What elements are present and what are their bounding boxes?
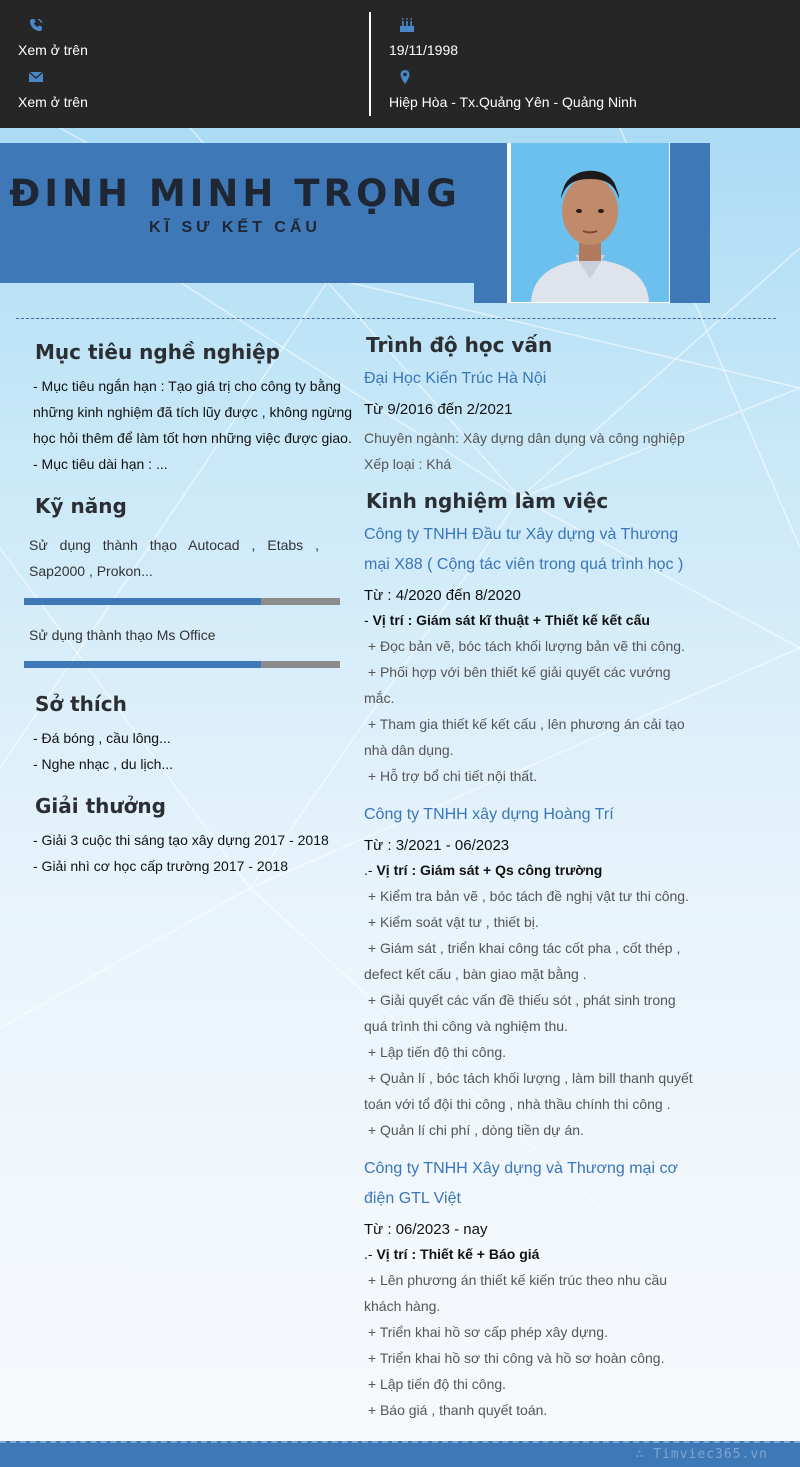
skill-item — [29, 532, 319, 584]
phone-icon — [28, 17, 44, 33]
job-duty: + Quản lí , bóc tách khối lượng , làm bill thanh quyết — [364, 1070, 693, 1086]
job-duty: + Kiểm tra bản vẽ , bóc tách đề nghị vật tư thi công. — [364, 888, 689, 904]
location-pin-icon — [397, 69, 413, 85]
job-position — [364, 607, 694, 633]
job-company-line: Công ty TNHH Xây dựng và Thương mại cơ — [364, 1160, 678, 1177]
career-goal-line: học hỏi thêm để làm tốt hơn những việc được giao. — [33, 430, 352, 446]
skill-level-fill — [24, 598, 261, 605]
candidate-name: ĐINH MINH TRỌNG — [9, 172, 461, 215]
job-duty: + Giám sát , triển khai công tác cốt pha , cốt thép , — [364, 940, 681, 956]
job-duty: + Phối hợp với bên thiết kế giải quyết các vướng — [364, 664, 671, 680]
career-goal-heading: Mục tiêu nghề nghiệp — [35, 340, 280, 364]
job-duty: quá trình thi công và nghiệm thu. — [364, 1018, 568, 1034]
hobbies-list — [33, 725, 353, 777]
job-position-title: Vị trí : Thiết kế + Báo giá — [376, 1246, 540, 1262]
award-item: - Giải 3 cuộc thi sáng tạo xây dựng 2017 - 2018 — [33, 832, 329, 848]
job-entry — [364, 800, 704, 1143]
birthday-value: 19/11/1998 — [389, 42, 459, 58]
job-duty: nhà dân dụng. — [364, 742, 454, 758]
contact-divider — [369, 12, 371, 116]
education-period: Từ 9/2016 đến 2/2021 — [364, 401, 513, 418]
hobby-item: - Đá bóng , cầu lông... — [33, 730, 171, 746]
skill-level-bar — [24, 661, 340, 668]
hobby-item: - Nghe nhạc , du lịch... — [33, 756, 174, 772]
career-goal-text — [33, 373, 363, 477]
job-entry — [364, 520, 694, 789]
email-icon — [28, 69, 44, 85]
job-position — [364, 1241, 704, 1267]
job-duty: defect kết cấu , bàn giao mặt bằng . — [364, 966, 587, 982]
job-period: Từ : 06/2023 - nay — [364, 1221, 488, 1238]
job-company-line: mại X88 ( Cộng tác viên trong quá trình học ) — [364, 556, 684, 573]
job-company-line: điện GTL Việt — [364, 1190, 461, 1207]
birthday-cake-icon — [399, 17, 415, 33]
job-duty: + Lập tiến độ thi công. — [364, 1376, 507, 1392]
skill-label-line: Sap2000 , Prokon... — [29, 563, 153, 579]
skill-level-fill — [24, 661, 261, 668]
job-position-title: Vị trí : Giám sát kĩ thuật + Thiết kế kết cấu — [372, 612, 650, 628]
job-position-prefix: - — [364, 612, 373, 628]
job-duty: + Giải quyết các vấn đề thiếu sót , phát sinh trong — [364, 992, 676, 1008]
job-duty: + Tham gia thiết kế kết cấu , lên phương án cải tạo — [364, 716, 685, 732]
job-duty: + Báo giá , thanh quyết toán. — [364, 1402, 548, 1418]
job-duty: toán với tổ đội thi công , nhà thầu chính thi công . — [364, 1096, 671, 1112]
skill-label-line: Sử dụng thành thạo Autocad , Etabs , — [29, 537, 319, 553]
job-duty: + Đọc bản vẽ, bóc tách khối lượng bản vẽ thi công. — [364, 638, 685, 654]
profile-photo — [511, 143, 669, 302]
job-duty: + Hỗ trợ bổ chi tiết nội thất. — [364, 768, 537, 784]
email-value: Xem ở trên — [18, 94, 88, 110]
career-goal-line: những kinh nghiệm đã tích lũy được , không ngừng — [33, 404, 353, 420]
job-duty: mắc. — [364, 690, 395, 706]
job-duty: + Lập tiến độ thi công. — [364, 1044, 507, 1060]
job-position-prefix: .- — [364, 862, 377, 878]
job-duty: + Quản lí chi phí , dòng tiền dự án. — [364, 1122, 584, 1138]
job-duty: + Triển khai hồ sơ cấp phép xây dựng. — [364, 1324, 608, 1340]
skill-item — [29, 622, 329, 648]
candidate-job-title: KĨ SƯ KẾT CẤU — [149, 219, 321, 236]
job-position — [364, 857, 704, 883]
contact-bar — [0, 0, 800, 128]
job-duty: + Triển khai hồ sơ thi công và hồ sơ hoàn công. — [364, 1350, 665, 1366]
header-divider — [16, 318, 776, 319]
footer-bar — [0, 1441, 800, 1467]
job-position-title: Vị trí : Giám sát + Qs công trường — [376, 862, 603, 878]
job-duty: + Kiểm soát vật tư , thiết bị. — [364, 914, 539, 930]
school-name: Đại Học Kiến Trúc Hà Nội — [364, 370, 547, 387]
job-entry — [364, 1154, 704, 1423]
experience-heading: Kinh nghiệm làm việc — [366, 489, 609, 513]
hobbies-heading: Sở thích — [35, 692, 127, 716]
skill-level-bar — [24, 598, 340, 605]
job-position-prefix: .- — [364, 1246, 377, 1262]
skill-label-line: Sử dụng thành thạo Ms Office — [29, 627, 216, 643]
job-company-line: Công ty TNHH xây dựng Hoàng Trí — [364, 806, 614, 823]
job-company-line: Công ty TNHH Đầu tư Xây dựng và Thương — [364, 526, 679, 543]
education-grade: Xếp loại : Khá — [364, 456, 452, 472]
awards-heading: Giải thưởng — [35, 794, 166, 818]
education-heading: Trình độ học vấn — [366, 333, 553, 357]
career-goal-line: - Mục tiêu dài hạn : ... — [33, 456, 168, 472]
phone-value: Xem ở trên — [18, 42, 88, 58]
job-period: Từ : 4/2020 đến 8/2020 — [364, 587, 521, 604]
job-period: Từ : 3/2021 - 06/2023 — [364, 837, 510, 854]
job-duty: + Lên phương án thiết kế kiến trúc theo nhu cầu — [364, 1272, 668, 1288]
site-watermark: ∴ Timviec365.vn — [635, 1447, 768, 1462]
award-item: - Giải nhì cơ học cấp trường 2017 - 2018 — [33, 858, 288, 874]
career-goal-line: - Mục tiêu ngắn hạn : Tạo giá trị cho công ty bằng — [33, 378, 341, 394]
skills-heading: Kỹ năng — [35, 494, 127, 518]
job-duty: khách hàng. — [364, 1298, 441, 1314]
education-major: Chuyên ngành: Xây dựng dân dụng và công nghiệp — [364, 430, 685, 446]
address-value: Hiệp Hòa - Tx.Quảng Yên - Quảng Ninh — [389, 94, 637, 110]
awards-list — [33, 827, 363, 879]
